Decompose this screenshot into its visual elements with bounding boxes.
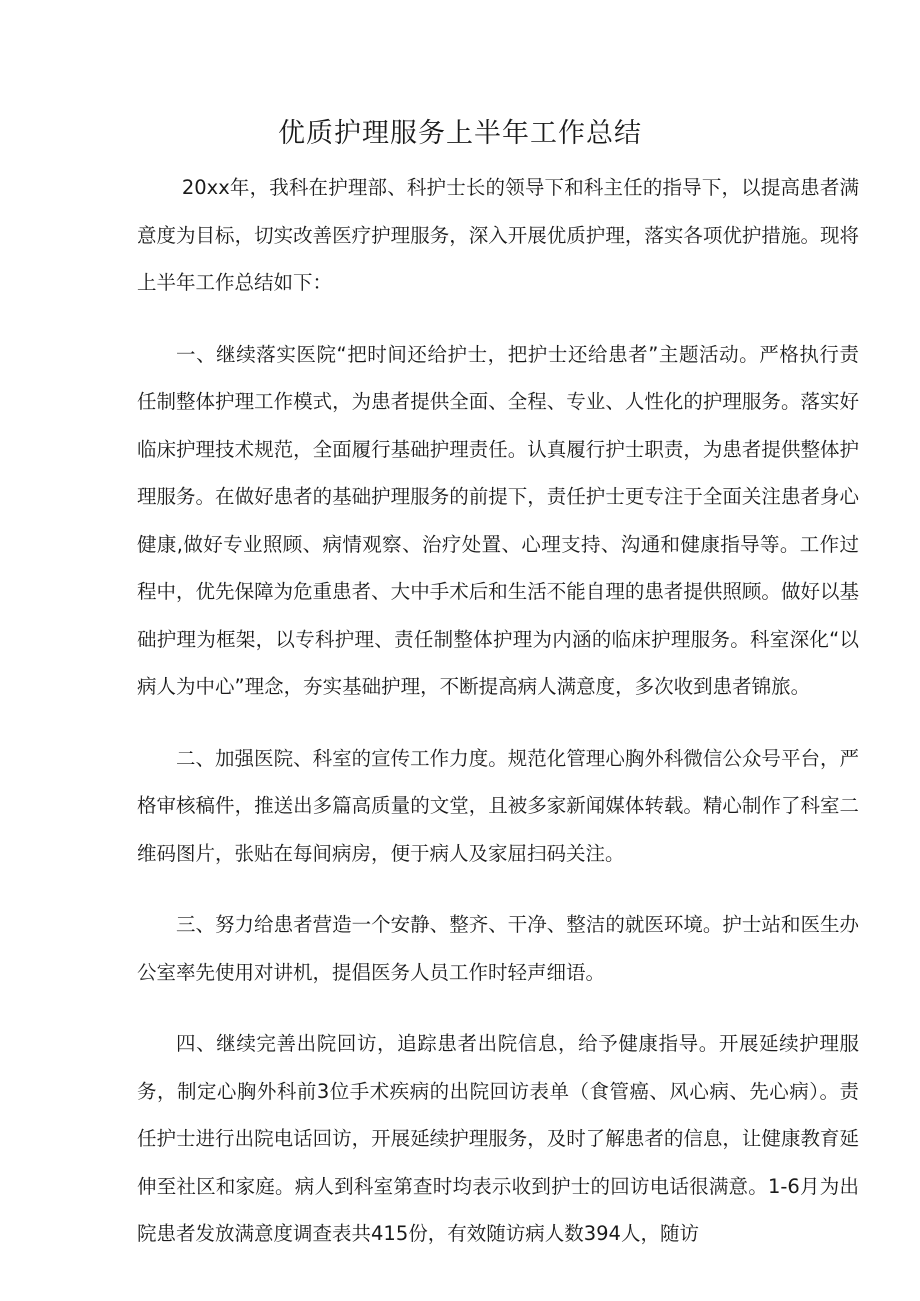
paragraph-section-3: 三、努力给患者营造一个安静、整齐、干净、整洁的就医环境。护士站和医生办公室率先使用对讲机，提倡医务人员工作时轻声细语。 bbox=[137, 913, 859, 984]
paragraph-intro: 20xx年，我科在护理部、科护士长的领导下和科主任的指导下，以提高患者满意度为目标，切实改善医疗护理服务，深入开展优质护理，落实各项优护措施。现将上半年工作总结如下： bbox=[137, 176, 859, 294]
document-title: 优质护理服务上半年工作总结 bbox=[278, 118, 642, 149]
paragraph-section-1: 一、继续落实医院“把时间还给护士，把护士还给患者”主题活动。严格执行责任制整体护理工作模式，为患者提供全面、全程、专业、人性化的护理服务。落实好临床护理技术规范，全面履行基础护理责任。认真履行护士职责，为患者提供整体护理服务。在做好患者的基础护理服务的前提下，责任护士更专注于全面关注患者身心健康,做好专业照顾、病情观察、治疗处置、心理支持、沟通和健康指导等。工作过程中，优先保障为危重患者、大中手术后和生活不能自理的患者提供照顾。做好以基础护理为框架，以专科护理、责任制整体护理为内涵的临床护理服务。科室深化“以病人为中心”理念，夯实基础护理，不断提高病人满意度，多次收到患者锦旅。 bbox=[137, 342, 859, 698]
paragraph-section-4: 四、继续完善出院回访，追踪患者出院信息，给予健康指导。开展延续护理服务，制定心胸外科前3位手术疾病的出院回访表单（食管癌、风心病、先心病）。责任护士进行出院电话回访，开展延续护理服务，及时了解患者的信息，让健康教育延伸至社区和家庭。病人到科室第查时均表示收到护士的回访电话很满意。1-6月为出院患者发放满意度调查表共415份，有效随访病人数394人，随访 bbox=[137, 1032, 859, 1245]
paragraph-section-2: 二、加强医院、科室的宣传工作力度。规范化管理心胸外科微信公众号平台，严格审核稿件，推送出多篇高质量的文堂，且被多家新闻媒体转载。精心制作了科室二维码图片，张贴在每间病房，便于病人及家屈扫码关注。 bbox=[137, 746, 859, 865]
document-body bbox=[137, 164, 859, 1258]
